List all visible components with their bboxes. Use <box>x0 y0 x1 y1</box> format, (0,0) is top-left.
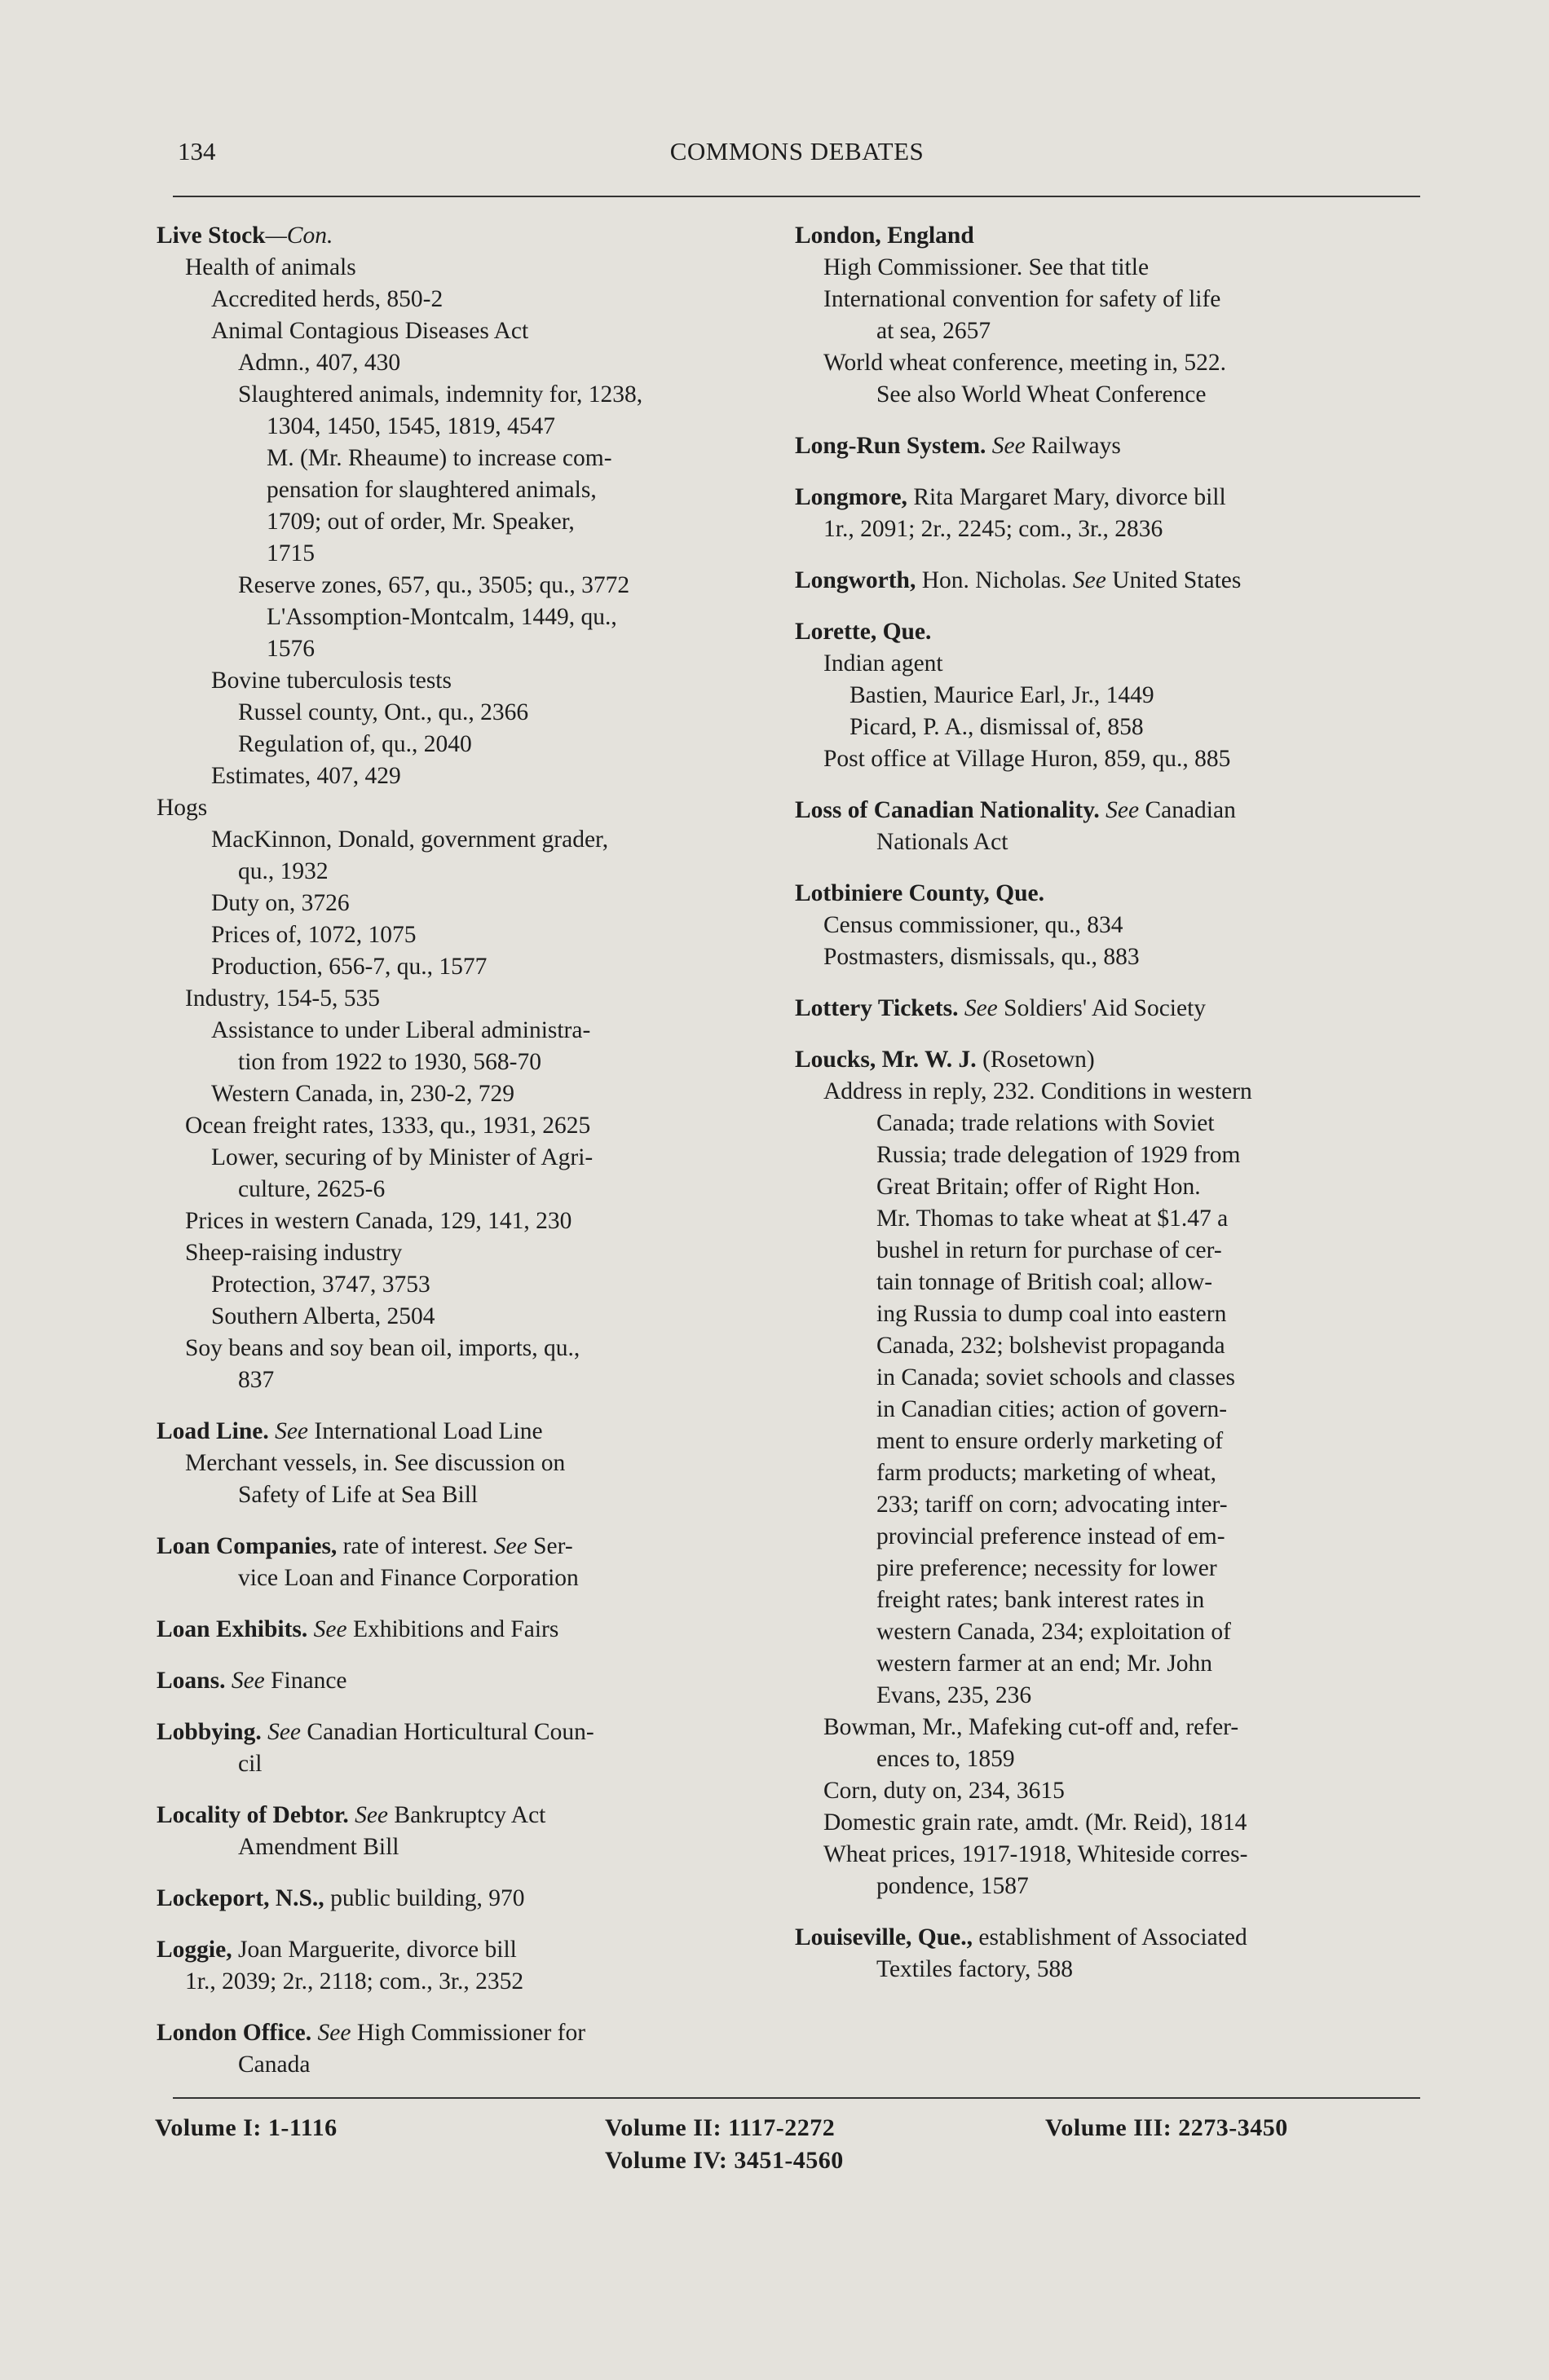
entry-subline: 837 <box>238 1367 275 1393</box>
index-entry <box>157 220 768 1396</box>
entry-text: establishment of Associated <box>978 1924 1247 1950</box>
entry-subline: tion from 1922 to 1930, 568-70 <box>238 1049 542 1075</box>
entry-headword: London, England <box>795 223 974 249</box>
entry-subline: in Canadian cities; action of govern- <box>876 1396 1228 1422</box>
running-title: COMMONS DEBATES <box>669 137 925 165</box>
see-target: Soldiers' Aid Society <box>1004 995 1207 1021</box>
index-entry <box>795 430 1427 462</box>
index-entry <box>157 1883 768 1915</box>
entry-heading-line <box>157 1614 768 1646</box>
index-entry <box>795 220 1427 411</box>
continued-marker: —Con. <box>265 223 333 249</box>
entry-headword: London Office. <box>157 2020 312 2046</box>
entry-headword: Loans. <box>157 1668 226 1694</box>
entry-headword: Loan Exhibits. <box>157 1616 308 1642</box>
entry-text: (Rosetown) <box>982 1047 1095 1073</box>
entry-subline: Bowman, Mr., Mafeking cut-off and, refer- <box>823 1714 1239 1740</box>
entry-subline: bushel in return for purchase of cer- <box>876 1237 1222 1263</box>
footer-rule <box>173 2097 1420 2099</box>
entry-subline: Great Britain; offer of Right Hon. <box>876 1174 1201 1200</box>
entry-text: Joan Marguerite, divorce bill <box>237 1937 517 1963</box>
see-target: Railways <box>1031 433 1121 459</box>
index-entry <box>157 1800 768 1863</box>
entry-subline: Ocean freight rates, 1333, qu., 1931, 2625 <box>185 1113 591 1139</box>
index-entry <box>795 795 1427 858</box>
index-entry <box>795 565 1427 597</box>
entry-subline: qu., 1932 <box>238 858 329 884</box>
entry-headword: Loucks, Mr. W. J. <box>795 1047 977 1073</box>
see-reference: See <box>493 1533 527 1559</box>
index-entry <box>157 1416 768 1511</box>
index-entry <box>157 2017 768 2081</box>
entry-subline: 1304, 1450, 1545, 1819, 4547 <box>267 413 555 439</box>
entry-heading-line <box>795 616 1427 648</box>
entry-subline: Protection, 3747, 3753 <box>211 1272 430 1298</box>
entry-heading-line <box>795 1044 1427 1076</box>
entry-subline: ing Russia to dump coal into eastern <box>876 1301 1227 1327</box>
right-column <box>795 220 1427 2005</box>
entry-subline: 1r., 2091; 2r., 2245; com., 3r., 2836 <box>823 516 1163 542</box>
entry-headword: Louiseville, Que., <box>795 1924 973 1950</box>
entry-subline: Duty on, 3726 <box>211 890 350 916</box>
entry-subline: at sea, 2657 <box>876 318 991 344</box>
index-entry <box>157 1934 768 1998</box>
entry-subline: Western Canada, in, 230-2, 729 <box>211 1081 515 1107</box>
entry-subline: Postmasters, dismissals, qu., 883 <box>823 944 1140 970</box>
entry-text: public building, 970 <box>330 1885 525 1911</box>
entry-headword: Lottery Tickets. <box>795 995 959 1021</box>
entry-text: Hon. Nicholas. <box>921 567 1067 593</box>
see-reference: See <box>964 995 998 1021</box>
entry-subline: International convention for safety of life <box>823 286 1221 312</box>
entry-subline: 1709; out of order, Mr. Speaker, <box>267 509 575 535</box>
entry-heading-line <box>157 1531 768 1562</box>
entry-subline: Amendment Bill <box>238 1834 399 1860</box>
page-header <box>171 137 1423 186</box>
entry-subline: Animal Contagious Diseases Act <box>211 318 529 344</box>
entry-subline: Evans, 235, 236 <box>876 1682 1032 1708</box>
entry-heading-line <box>157 220 768 252</box>
entry-headword: Lorette, Que. <box>795 619 932 645</box>
entry-subline: Wheat prices, 1917-1918, Whiteside corres- <box>823 1841 1248 1867</box>
entry-subline: Slaughtered animals, indemnity for, 1238, <box>238 381 643 408</box>
entry-subline: Admn., 407, 430 <box>238 350 401 376</box>
entry-subline: Census commissioner, qu., 834 <box>823 912 1123 938</box>
entry-subline: Prices in western Canada, 129, 141, 230 <box>185 1208 572 1234</box>
entry-subline: Health of animals <box>185 254 356 280</box>
entry-subline: vice Loan and Finance Corporation <box>238 1565 579 1591</box>
index-entry <box>157 1665 768 1697</box>
entry-subline: culture, 2625-6 <box>238 1176 386 1202</box>
entry-subline: Canada; trade relations with Soviet <box>876 1110 1215 1136</box>
entry-subline: Indian agent <box>823 650 943 677</box>
entry-headword: Longworth, <box>795 567 916 593</box>
see-target: Exhibitions and Fairs <box>352 1616 559 1642</box>
see-reference: See <box>355 1802 389 1828</box>
page-number: 134 <box>178 137 216 165</box>
see-target: Ser- <box>533 1533 573 1559</box>
entry-heading-line <box>157 1416 768 1448</box>
entry-subline: Safety of Life at Sea Bill <box>238 1482 479 1508</box>
see-reference: See <box>317 2020 351 2046</box>
entry-subline: L'Assomption-Montcalm, 1449, qu., <box>267 604 617 630</box>
entry-subline: Estimates, 407, 429 <box>211 763 401 789</box>
see-reference: See <box>313 1616 347 1642</box>
entry-heading-line <box>795 220 1427 252</box>
header-rule <box>173 196 1420 197</box>
index-entry <box>157 1531 768 1594</box>
index-entry <box>795 616 1427 775</box>
volume-3-range: Volume III: 2273-3450 <box>1045 2114 1288 2141</box>
entry-headword: Long-Run System. <box>795 433 986 459</box>
entry-subline: 1r., 2039; 2r., 2118; com., 3r., 2352 <box>185 1968 524 1994</box>
left-column <box>157 220 768 2100</box>
entry-subline: M. (Mr. Rheaume) to increase com- <box>267 445 612 471</box>
entry-subline: freight rates; bank interest rates in <box>876 1587 1205 1613</box>
entry-subline: tain tonnage of British coal; allow- <box>876 1269 1213 1295</box>
entry-text: Rita Margaret Mary, divorce bill <box>913 484 1226 510</box>
entry-heading-line <box>795 1922 1427 1954</box>
entry-subline: 233; tariff on corn; advocating inter- <box>876 1492 1228 1518</box>
entry-subline: in Canada; soviet schools and classes <box>876 1364 1235 1391</box>
entry-subline: Bovine tuberculosis tests <box>211 668 452 694</box>
entry-heading-line <box>795 565 1427 597</box>
entry-subline: MacKinnon, Donald, government grader, <box>211 826 609 853</box>
entry-subline: Production, 656-7, qu., 1577 <box>211 954 488 980</box>
see-target: United States <box>1112 567 1242 593</box>
entry-subline: Merchant vessels, in. See discussion on <box>185 1450 566 1476</box>
see-reference: See <box>1105 797 1140 823</box>
entry-subline: Bastien, Maurice Earl, Jr., 1449 <box>850 682 1154 708</box>
entry-subline: Mr. Thomas to take wheat at $1.47 a <box>876 1205 1229 1232</box>
entry-heading-line <box>795 430 1427 462</box>
see-target: High Commissioner for <box>356 2020 586 2046</box>
entry-subline: farm products; marketing of wheat, <box>876 1460 1216 1486</box>
see-target: Canadian Horticultural Coun- <box>307 1719 594 1745</box>
entry-heading-line <box>157 1665 768 1697</box>
entry-subline: High Commissioner. See that title <box>823 254 1150 280</box>
entry-subline: pondence, 1587 <box>876 1873 1029 1899</box>
entry-subline: Accredited herds, 850-2 <box>211 286 444 312</box>
index-entry <box>157 1717 768 1780</box>
entry-subline: Picard, P. A., dismissal of, 858 <box>850 714 1144 740</box>
entry-heading-line <box>157 1883 768 1915</box>
entry-subline: Lower, securing of by Minister of Agri- <box>211 1144 594 1170</box>
entry-subline: 1576 <box>267 636 315 662</box>
entry-subline: Address in reply, 232. Conditions in western <box>823 1078 1252 1104</box>
entry-subline: Reserve zones, 657, qu., 3505; qu., 3772 <box>238 572 630 598</box>
see-reference: See <box>275 1418 309 1444</box>
volume-1-range: Volume I: 1-1116 <box>155 2114 338 2141</box>
entry-headword: Loss of Canadian Nationality. <box>795 797 1100 823</box>
entry-heading-line <box>157 1717 768 1748</box>
entry-headword: Loan Companies, <box>157 1533 338 1559</box>
entry-heading-line <box>795 878 1427 910</box>
entry-subline: Post office at Village Huron, 859, qu., 885 <box>823 746 1231 772</box>
entry-headword: Lobbying. <box>157 1719 262 1745</box>
entry-subline: Sheep-raising industry <box>185 1240 403 1266</box>
entry-subline: World wheat conference, meeting in, 522. <box>823 350 1227 376</box>
see-reference: See <box>267 1719 302 1745</box>
index-entry <box>157 1614 768 1646</box>
entry-headword: Lotbiniere County, Que. <box>795 880 1044 906</box>
see-reference: See <box>991 433 1026 459</box>
entry-subline: pire preference; necessity for lower <box>876 1555 1217 1581</box>
entry-heading-line <box>795 795 1427 826</box>
index-entry <box>795 993 1427 1025</box>
see-target: International Load Line <box>314 1418 543 1444</box>
entry-subline: See also World Wheat Conference <box>876 381 1207 408</box>
entry-subline: pensation for slaughtered animals, <box>267 477 597 503</box>
index-entry <box>795 878 1427 973</box>
entry-subline: ment to ensure orderly marketing of <box>876 1428 1224 1454</box>
entry-subline: Hogs <box>157 795 208 821</box>
entry-subline: Industry, 154-5, 535 <box>185 985 380 1012</box>
see-target: Bankruptcy Act <box>394 1802 546 1828</box>
entry-subline: Russel county, Ont., qu., 2366 <box>238 699 529 725</box>
index-entry <box>795 1044 1427 1902</box>
entry-text: rate of interest. <box>342 1533 488 1559</box>
entry-subline: Nationals Act <box>876 829 1008 855</box>
entry-subline: Domestic grain rate, amdt. (Mr. Reid), 1814 <box>823 1809 1247 1836</box>
entry-subline: Soy beans and soy bean oil, imports, qu., <box>185 1335 580 1361</box>
entry-subline: cil <box>238 1751 263 1777</box>
see-target: Finance <box>271 1668 347 1694</box>
volume-2-range: Volume II: 1117-2272 <box>605 2114 836 2141</box>
entry-heading-line <box>157 1934 768 1966</box>
entry-headword: Live Stock <box>157 223 266 249</box>
entry-subline: Prices of, 1072, 1075 <box>211 922 417 948</box>
entry-subline: provincial preference instead of em- <box>876 1523 1225 1549</box>
entry-subline: Assistance to under Liberal administra- <box>211 1017 591 1043</box>
entry-heading-line <box>157 1800 768 1831</box>
entry-headword: Longmore, <box>795 484 907 510</box>
entry-subline: western farmer at an end; Mr. John <box>876 1651 1213 1677</box>
index-entry <box>795 482 1427 545</box>
entry-subline: Canada <box>238 2052 311 2078</box>
entry-headword: Loggie, <box>157 1937 232 1963</box>
entry-headword: Lockeport, N.S., <box>157 1885 324 1911</box>
entry-subline: Russia; trade delegation of 1929 from <box>876 1142 1241 1168</box>
entry-subline: western Canada, 234; exploitation of <box>876 1619 1232 1645</box>
entry-subline: Corn, duty on, 234, 3615 <box>823 1778 1065 1804</box>
volume-4-range: Volume IV: 3451-4560 <box>605 2147 844 2174</box>
see-reference: See <box>231 1668 265 1694</box>
entry-subline: ences to, 1859 <box>876 1746 1015 1772</box>
entry-subline: 1715 <box>267 540 315 566</box>
entry-headword: Locality of Debtor. <box>157 1802 349 1828</box>
see-target: Canadian <box>1145 797 1236 823</box>
entry-headword: Load Line. <box>157 1418 269 1444</box>
entry-subline: Textiles factory, 588 <box>876 1956 1073 1982</box>
index-entry <box>795 1922 1427 1986</box>
entry-subline: Regulation of, qu., 2040 <box>238 731 472 757</box>
entry-subline: Canada, 232; bolshevist propaganda <box>876 1333 1225 1359</box>
entry-heading-line <box>795 482 1427 513</box>
see-reference: See <box>1072 567 1106 593</box>
entry-subline: Southern Alberta, 2504 <box>211 1303 435 1329</box>
entry-heading-line <box>795 993 1427 1025</box>
entry-heading-line <box>157 2017 768 2049</box>
